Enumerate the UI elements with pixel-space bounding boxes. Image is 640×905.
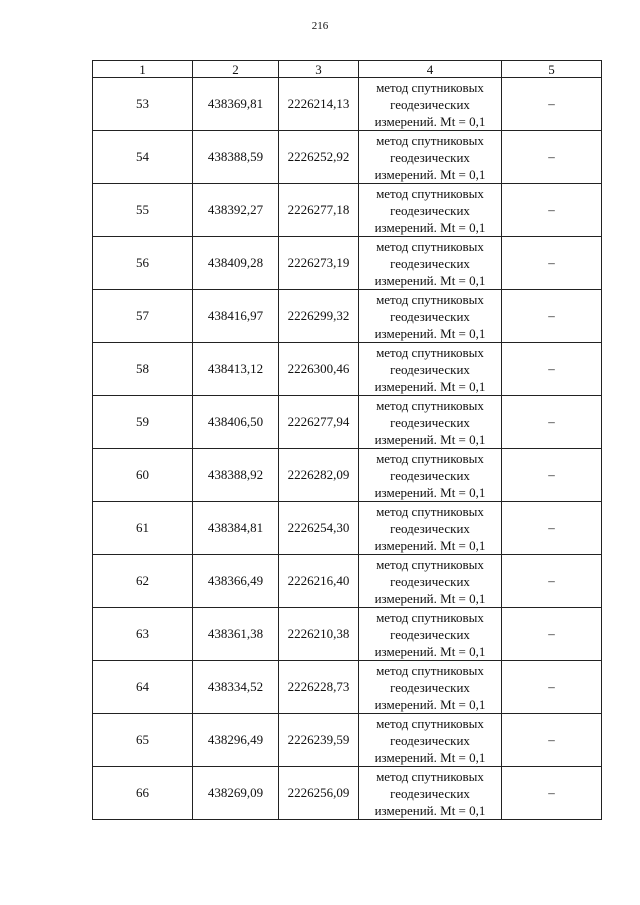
method-cell xyxy=(359,714,502,767)
method-line-1: метод спутниковых xyxy=(376,556,484,572)
method-line-2: геодезических xyxy=(390,573,470,589)
y-coordinate-cell xyxy=(279,396,359,449)
point-number-cell xyxy=(93,714,193,767)
method-line-2: геодезических xyxy=(390,785,470,801)
description-cell xyxy=(502,237,602,290)
point-number: 65 xyxy=(136,732,149,747)
y-coordinate-cell xyxy=(279,449,359,502)
method-line-1: метод спутниковых xyxy=(376,132,484,148)
method-line-3: измерений. Mt = 0,1 xyxy=(374,802,486,818)
y-coordinate: 2226216,40 xyxy=(287,573,350,588)
method-line-2: геодезических xyxy=(390,308,470,324)
point-number-cell xyxy=(93,767,193,820)
y-coordinate: 2226210,38 xyxy=(287,626,350,641)
method-line-1: метод спутниковых xyxy=(376,609,484,625)
table-row xyxy=(93,290,602,343)
x-coordinate-cell xyxy=(193,767,279,820)
y-coordinate-cell xyxy=(279,237,359,290)
description-value: – xyxy=(548,361,555,376)
method-cell xyxy=(359,555,502,608)
method-line-2: геодезических xyxy=(390,626,470,642)
column-header-4: 4 xyxy=(359,61,502,78)
x-coordinate-cell xyxy=(193,396,279,449)
point-number-cell xyxy=(93,449,193,502)
y-coordinate-cell xyxy=(279,502,359,555)
method-line-2: геодезических xyxy=(390,361,470,377)
point-number: 64 xyxy=(136,679,149,694)
table-row xyxy=(93,78,602,131)
method-line-1: метод спутниковых xyxy=(376,238,484,254)
description-value: – xyxy=(548,520,555,535)
point-number: 61 xyxy=(136,520,149,535)
point-number-cell xyxy=(93,555,193,608)
y-coordinate: 2226300,46 xyxy=(287,361,350,376)
point-number-cell xyxy=(93,290,193,343)
column-header-3: 3 xyxy=(279,61,359,78)
x-coordinate: 438409,28 xyxy=(207,255,264,270)
method-line-3: измерений. Mt = 0,1 xyxy=(374,219,486,235)
point-number: 54 xyxy=(136,149,149,164)
description-value: – xyxy=(548,308,555,323)
method-line-3: измерений. Mt = 0,1 xyxy=(374,166,486,182)
description-value: – xyxy=(548,255,555,270)
description-value: – xyxy=(548,414,555,429)
method-line-3: измерений. Mt = 0,1 xyxy=(374,643,486,659)
point-number: 57 xyxy=(136,308,149,323)
column-header-1: 1 xyxy=(93,61,193,78)
x-coordinate-cell xyxy=(193,449,279,502)
table-row xyxy=(93,449,602,502)
method-line-1: метод спутниковых xyxy=(376,79,484,95)
method-line-1: метод спутниковых xyxy=(376,450,484,466)
method-line-3: измерений. Mt = 0,1 xyxy=(374,537,486,553)
method-cell xyxy=(359,608,502,661)
method-line-1: метод спутниковых xyxy=(376,503,484,519)
y-coordinate-cell xyxy=(279,714,359,767)
description-cell xyxy=(502,608,602,661)
description-value: – xyxy=(548,626,555,641)
point-number-cell xyxy=(93,131,193,184)
y-coordinate: 2226277,94 xyxy=(287,414,350,429)
point-number: 59 xyxy=(136,414,149,429)
description-cell xyxy=(502,290,602,343)
table-row xyxy=(93,661,602,714)
x-coordinate: 438392,27 xyxy=(207,202,264,217)
method-line-2: геодезических xyxy=(390,679,470,695)
y-coordinate: 2226273,19 xyxy=(287,255,350,270)
y-coordinate-cell xyxy=(279,661,359,714)
method-line-1: метод спутниковых xyxy=(376,291,484,307)
y-coordinate-cell xyxy=(279,78,359,131)
table-row xyxy=(93,767,602,820)
method-cell xyxy=(359,131,502,184)
x-coordinate-cell xyxy=(193,131,279,184)
table-row xyxy=(93,131,602,184)
x-coordinate: 438361,38 xyxy=(207,626,264,641)
description-cell xyxy=(502,661,602,714)
column-header-2: 2 xyxy=(193,61,279,78)
point-number-cell xyxy=(93,237,193,290)
method-line-2: геодезических xyxy=(390,202,470,218)
point-number: 58 xyxy=(136,361,149,376)
description-value: – xyxy=(548,96,555,111)
method-line-3: измерений. Mt = 0,1 xyxy=(374,378,486,394)
table-body xyxy=(93,78,602,820)
method-line-1: метод спутниковых xyxy=(376,662,484,678)
method-line-2: геодезических xyxy=(390,414,470,430)
point-number-cell xyxy=(93,78,193,131)
method-line-3: измерений. Mt = 0,1 xyxy=(374,749,486,765)
y-coordinate-cell xyxy=(279,290,359,343)
y-coordinate-cell xyxy=(279,184,359,237)
point-number-cell xyxy=(93,502,193,555)
description-value: – xyxy=(548,202,555,217)
x-coordinate: 438366,49 xyxy=(207,573,264,588)
point-number: 53 xyxy=(136,96,149,111)
y-coordinate: 2226277,18 xyxy=(287,202,350,217)
x-coordinate: 438406,50 xyxy=(207,414,264,429)
description-value: – xyxy=(548,149,555,164)
y-coordinate: 2226252,92 xyxy=(287,149,350,164)
method-line-3: измерений. Mt = 0,1 xyxy=(374,431,486,447)
method-cell xyxy=(359,343,502,396)
x-coordinate-cell xyxy=(193,290,279,343)
method-cell xyxy=(359,502,502,555)
method-line-3: измерений. Mt = 0,1 xyxy=(374,272,486,288)
y-coordinate: 2226282,09 xyxy=(287,467,350,482)
description-cell xyxy=(502,502,602,555)
table-row xyxy=(93,714,602,767)
x-coordinate: 438416,97 xyxy=(207,308,264,323)
x-coordinate: 438413,12 xyxy=(207,361,264,376)
method-line-3: измерений. Mt = 0,1 xyxy=(374,590,486,606)
x-coordinate: 438384,81 xyxy=(207,520,264,535)
point-number: 55 xyxy=(136,202,149,217)
point-number: 63 xyxy=(136,626,149,641)
x-coordinate-cell xyxy=(193,184,279,237)
description-cell xyxy=(502,449,602,502)
point-number: 66 xyxy=(136,785,149,800)
description-value: – xyxy=(548,467,555,482)
method-line-2: геодезических xyxy=(390,467,470,483)
method-cell xyxy=(359,767,502,820)
table-row xyxy=(93,184,602,237)
x-coordinate: 438388,92 xyxy=(207,467,264,482)
description-cell xyxy=(502,767,602,820)
x-coordinate: 438334,52 xyxy=(207,679,264,694)
x-coordinate: 438388,59 xyxy=(207,149,264,164)
coordinates-table xyxy=(92,60,602,820)
point-number-cell xyxy=(93,184,193,237)
method-line-1: метод спутниковых xyxy=(376,344,484,360)
point-number: 60 xyxy=(136,467,149,482)
y-coordinate: 2226256,09 xyxy=(287,785,350,800)
y-coordinate: 2226254,30 xyxy=(287,520,350,535)
description-cell xyxy=(502,714,602,767)
x-coordinate-cell xyxy=(193,555,279,608)
description-value: – xyxy=(548,573,555,588)
method-line-3: измерений. Mt = 0,1 xyxy=(374,484,486,500)
point-number-cell xyxy=(93,608,193,661)
point-number-cell xyxy=(93,661,193,714)
method-line-2: геодезических xyxy=(390,255,470,271)
description-cell xyxy=(502,396,602,449)
table-header-row xyxy=(93,61,602,78)
description-cell xyxy=(502,184,602,237)
x-coordinate-cell xyxy=(193,661,279,714)
description-value: – xyxy=(548,785,555,800)
page-number: 216 xyxy=(311,20,329,32)
method-line-2: геодезических xyxy=(390,520,470,536)
y-coordinate-cell xyxy=(279,555,359,608)
y-coordinate: 2226239,59 xyxy=(287,732,350,747)
table-row xyxy=(93,608,602,661)
method-cell xyxy=(359,290,502,343)
method-cell xyxy=(359,78,502,131)
description-value: – xyxy=(548,732,555,747)
method-cell xyxy=(359,184,502,237)
y-coordinate-cell xyxy=(279,131,359,184)
y-coordinate: 2226299,32 xyxy=(287,308,350,323)
x-coordinate-cell xyxy=(193,78,279,131)
description-cell xyxy=(502,131,602,184)
point-number-cell xyxy=(93,396,193,449)
method-line-1: метод спутниковых xyxy=(376,397,484,413)
table-row xyxy=(93,396,602,449)
point-number: 56 xyxy=(136,255,149,270)
method-cell xyxy=(359,449,502,502)
table-row xyxy=(93,237,602,290)
method-cell xyxy=(359,396,502,449)
method-line-2: геодезических xyxy=(390,96,470,112)
y-coordinate: 2226214,13 xyxy=(287,96,350,111)
x-coordinate-cell xyxy=(193,608,279,661)
table-row xyxy=(93,502,602,555)
x-coordinate-cell xyxy=(193,343,279,396)
x-coordinate-cell xyxy=(193,237,279,290)
description-cell xyxy=(502,343,602,396)
method-line-1: метод спутниковых xyxy=(376,185,484,201)
y-coordinate-cell xyxy=(279,608,359,661)
description-cell xyxy=(502,555,602,608)
table-row xyxy=(93,555,602,608)
y-coordinate-cell xyxy=(279,767,359,820)
y-coordinate-cell xyxy=(279,343,359,396)
method-line-2: геодезических xyxy=(390,732,470,748)
point-number-cell xyxy=(93,343,193,396)
method-line-3: измерений. Mt = 0,1 xyxy=(374,325,486,341)
x-coordinate: 438269,09 xyxy=(207,785,264,800)
x-coordinate: 438369,81 xyxy=(207,96,264,111)
x-coordinate-cell xyxy=(193,502,279,555)
column-header-5: 5 xyxy=(502,61,602,78)
table-row xyxy=(93,343,602,396)
method-cell xyxy=(359,661,502,714)
method-line-3: измерений. Mt = 0,1 xyxy=(374,696,486,712)
description-value: – xyxy=(548,679,555,694)
method-line-2: геодезических xyxy=(390,149,470,165)
y-coordinate: 2226228,73 xyxy=(287,679,350,694)
description-cell xyxy=(502,78,602,131)
method-cell xyxy=(359,237,502,290)
method-line-1: метод спутниковых xyxy=(376,715,484,731)
method-line-3: измерений. Mt = 0,1 xyxy=(374,113,486,129)
point-number: 62 xyxy=(136,573,149,588)
x-coordinate-cell xyxy=(193,714,279,767)
method-line-1: метод спутниковых xyxy=(376,768,484,784)
x-coordinate: 438296,49 xyxy=(207,732,264,747)
